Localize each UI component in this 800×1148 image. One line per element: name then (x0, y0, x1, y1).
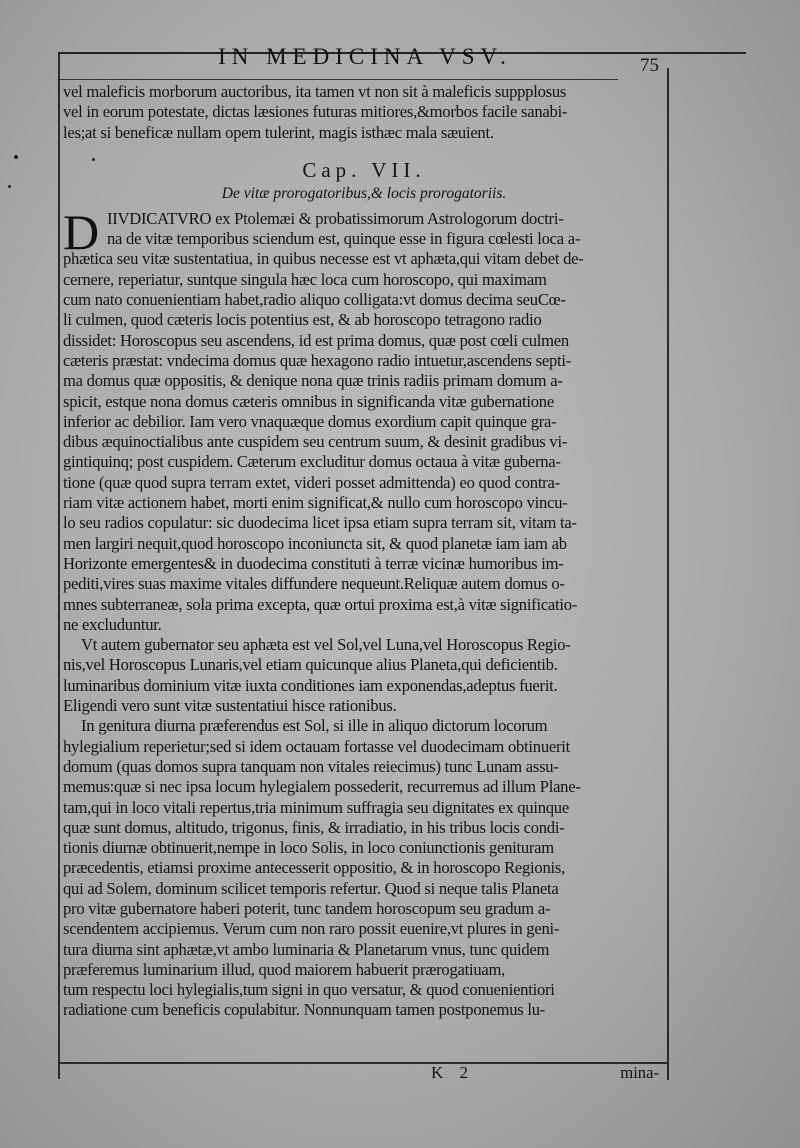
text-line: quæ sunt domus, altitudo, trigonus, finis, & irradiatio, in his tribus locis condi- (63, 817, 565, 837)
text-line: IIVDICATVRO ex Ptolemæi & probatissimorum Astrologorum doctri- (107, 208, 564, 228)
frame-right-rule (667, 68, 669, 1080)
text-line: Horizonte emergentes& in duodecima constituti à terræ vicinæ humoribus im- (63, 553, 564, 573)
text-line: cæteris præstat: vndecima domus quæ hexagono radio intuetur,ascendens septi- (63, 350, 571, 370)
text-line: scendentem accipiemus. Verum cum non raro possit euenire,vt plures in geni- (63, 919, 560, 939)
text-line: tione (quæ quod supra terram extet, videri posset admittenda) eo quod contra- (63, 472, 560, 492)
signature-mark: K 2 (431, 1063, 475, 1082)
text-line: memus:quæ si nec ipsa locum hylegialem possederit, recurremus ad illum Plane- (63, 777, 581, 797)
text-line: li culmen, quod cæteris locis potentius est, & ab horoscopo tetragono radio (63, 310, 542, 330)
text-line: na de vitæ temporibus sciendum est, quinque esse in figura cœlesti loca a- (107, 229, 581, 249)
text-line: radiatione cum beneficis copulabitur. Nonnunquam tamen postponemus lu- (63, 1000, 546, 1020)
running-head: IN MEDICINA VSV. (218, 44, 512, 69)
text-line: tura diurna sint aphætæ,vt ambo luminaria & Planetarum vnus, tunc quidem (63, 939, 550, 959)
text-line: les;at si beneficæ nullam opem tulerint, magis isthæc mala sæuient. (63, 122, 494, 142)
text-line: gintiquinq; post cuspidem. Cæterum excluditur domus octaua à vitæ guberna- (63, 452, 561, 472)
page-number: 75 (640, 55, 659, 76)
text-line: phætica seu vitæ sustentatiua, in quibus necesse est vt aphæta,qui vitam debet de- (63, 249, 584, 269)
text-block (63, 82, 665, 1021)
text-line: inferior ac debilior. Iam vero vnaquæque domus exordium capit quinque gra- (63, 411, 557, 431)
text-line: pediti,vires suas maxime vitales diffundere nequeunt.Reliquæ autem domus o- (63, 574, 565, 594)
text-line: vel maleficis morborum auctoribus, ita tamen vt non sit à maleficis suppplosus (63, 82, 567, 101)
text-line: præferemus luminarium illud, quod maiorem habuerit prærogatiuam, (63, 959, 506, 979)
text-line: In genitura diurna præferendus est Sol, si ille in aliquo dictorum locorum (81, 716, 548, 736)
text-line: tum respectu loci hylegialis,tum signi in quo versatur, & quod conuenientiori (63, 980, 555, 1000)
text-line: qui ad Solem, dominum scilicet temporis refertur. Quod si neque talis Planeta (63, 878, 559, 898)
text-line: præcedentis, etiamsi proxime antecesserit oppositio, & in horoscopo Regionis, (63, 858, 565, 878)
text-line: tionis diurnæ obtinuerit,nempe in loco Solis, in loco coniunctionis genituram (63, 838, 554, 858)
drop-capital: D (63, 204, 100, 260)
text-line: luminaribus dominium vitæ iuxta conditiones iam exponendas,adeptus fuerit. (63, 675, 558, 695)
text-line: mnes subterraneæ, sola prima excepta, quæ ortui proxima est,à vitæ significatio- (63, 594, 578, 614)
page-footer (63, 1063, 665, 1085)
text-line: ne excluduntur. (63, 614, 162, 634)
text-line: lo seu radios copulatur: sic duodecima licet ipsa etiam supra terram sit, vitam ta- (63, 513, 577, 533)
frame-left-rule (58, 54, 60, 1079)
chapter-subtitle: De vitæ prorogatoribus,& locis prorogatoriis. (221, 184, 507, 202)
text-line: riam vitæ actionem habet, morti enim significat,& nullo cum horoscopo vincu- (63, 493, 568, 513)
header-underline (58, 79, 618, 80)
ink-speck (14, 155, 18, 159)
text-line: dibus æquinoctialibus ante cuspidem seu centrum suum, & desinit gradibus vi- (63, 432, 568, 452)
text-line: Eligendi vero sunt vitæ sustentatiui hisce rationibus. (63, 696, 397, 716)
text-line: hylegialium reperietur;sed si idem octauam fortasse vel duodecimam obtinuerit (63, 736, 570, 756)
text-line: dissidet: Horoscopus seu ascendens, id est prima domus, quæ post cœli culmen (63, 330, 569, 350)
text-line: pro vitæ gubernatore haberi poterit, tunc tandem horoscopum seu gradum a- (63, 898, 551, 918)
text-line: cernere, reperiatur, suntque singula hæc loca cum horoscopo, qui maximam (63, 269, 547, 289)
catchword: mina- (620, 1063, 659, 1082)
text-line: vel in eorum potestate, dictas læsiones futuras mitiores,&morbos facile sanabi- (63, 102, 568, 122)
text-line: spicit, estque nona domus cæteris omnibus in significanda vitæ gubernatione (63, 391, 554, 411)
text-line: nis,vel Horoscopus Lunaris,vel etiam quicunque alius Planeta,qui deficientib. (63, 655, 558, 675)
text-line: cum nato conuenientiam habet,radio aliquo colligata:vt domus decima seuCœ- (63, 290, 566, 310)
chapter-heading: Cap. VII. (302, 157, 426, 182)
text-line: men largiri nequit,quod horoscopo inconiuncta sit, & quod planetæ iam iam ab (63, 533, 567, 553)
text-line: Vt autem gubernator seu aphæta est vel Sol,vel Luna,vel Horoscopus Regio- (81, 635, 571, 655)
text-line: ma domus quæ oppositis, & denique nona quæ trinis radiis primam domum a- (63, 371, 563, 391)
text-line: tam,qui in loco vitali repertus,tria minimum suffragia seu dignitates ex quinque (63, 797, 569, 817)
ink-speck (8, 185, 11, 188)
text-line: domum (quas domos supra tanquam non vitales reiecimus) tunc Lunam assu- (63, 756, 559, 776)
